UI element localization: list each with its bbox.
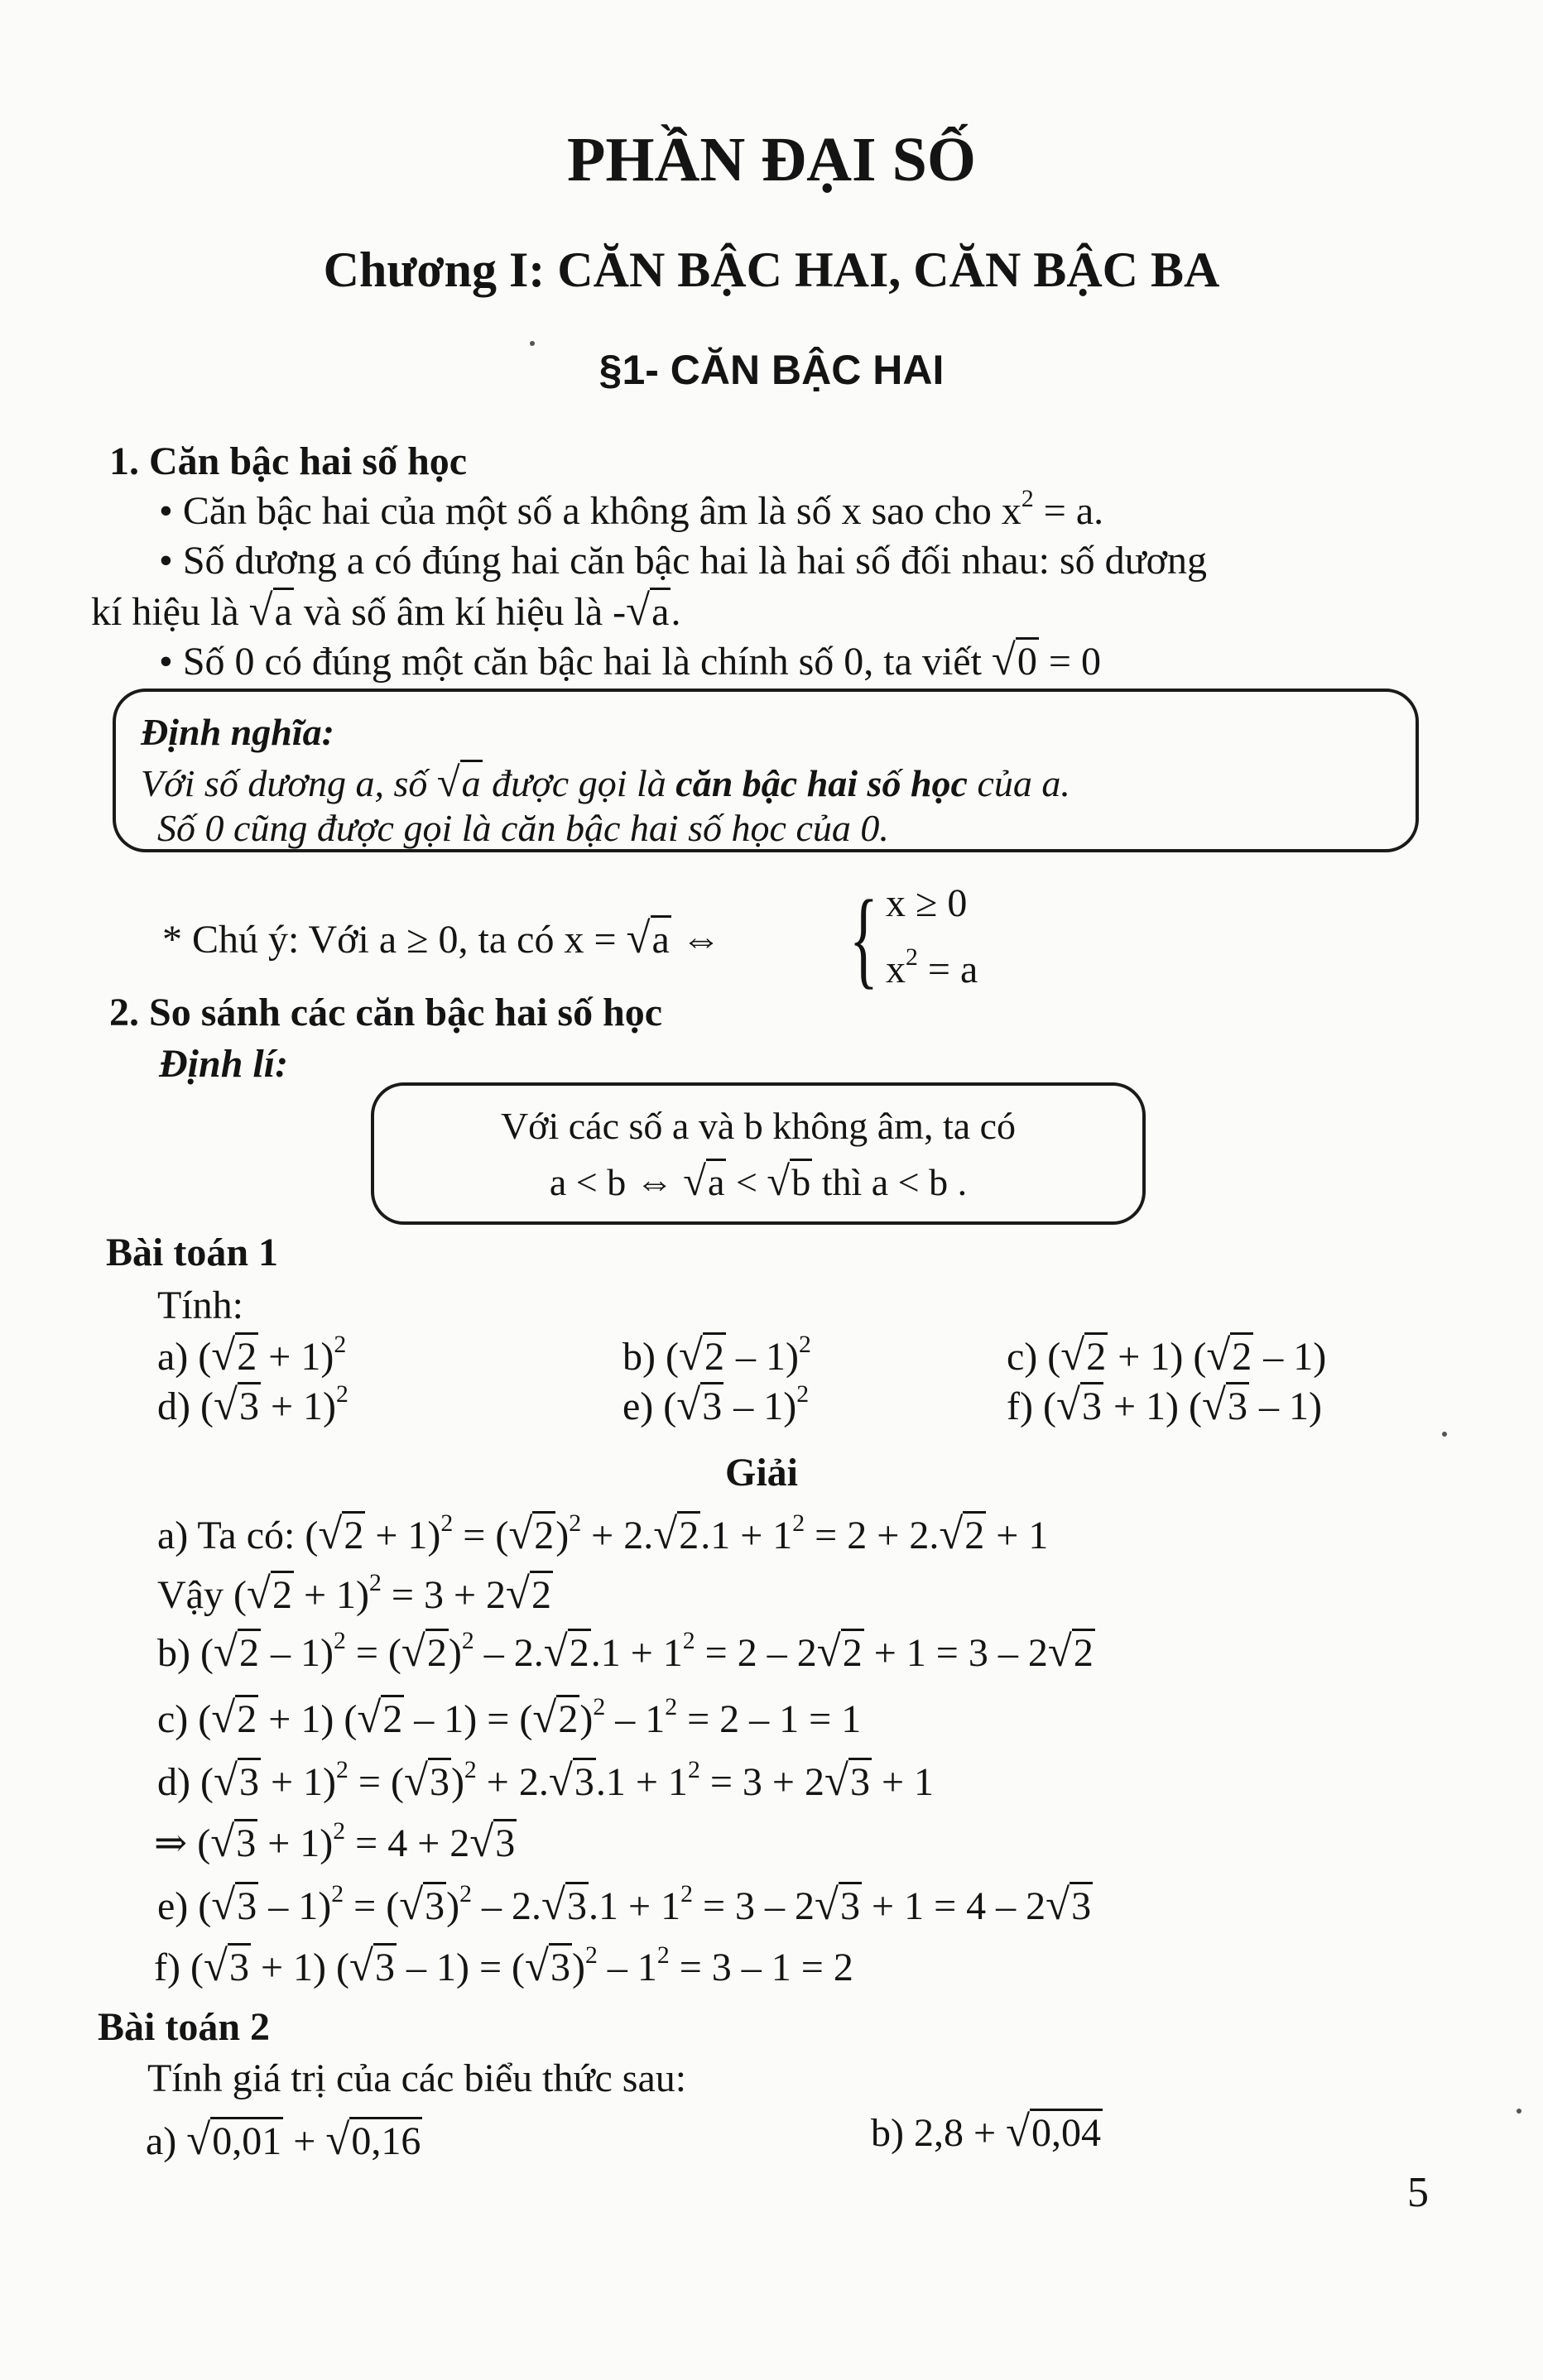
sqrt-b: √b — [767, 1158, 811, 1204]
bullet-2: • Số dương a có đúng hai căn bậc hai là hai số đối nhau: số dương — [159, 539, 1208, 583]
solution-f: f) (√3 + 1) $(√3 - 1) = (√3)^2 - 1^2 = 3 - 1 = 2$ — [154, 1941, 853, 1990]
sqrt-0: √0 — [991, 636, 1037, 684]
problem1-heading: Bài toán 1 — [106, 1231, 279, 1274]
note-condition-2: $x^2 = a$ — [886, 943, 978, 991]
exercise-c: c) (√2 + 1) (√2 – 1) — [1007, 1332, 1327, 1380]
exercise-b: b) (√2 – 1)$^2$ — [622, 1331, 811, 1380]
exercise2-b: b) 2,8 + √0,04 — [871, 2108, 1102, 2156]
page-title: PHẦN ĐẠI SỐ — [566, 125, 977, 194]
sqrt-a: √a — [248, 587, 292, 635]
section-title: §1- CĂN BẬC HAI — [598, 347, 945, 393]
solution-label: Giải — [725, 1451, 799, 1495]
solution-a: a) Ta có: $(√2 + 1)^2 = (√2)^2 + 2.√2.1 + 1^2 = 2 + 2.√2 + 1$ — [157, 1509, 1049, 1558]
definition-line-2: Số 0 cũng được gọi là căn bậc hai số học của 0. — [157, 807, 889, 849]
page-number: 5 — [1407, 2169, 1429, 2216]
part1-heading: 1. Căn bậc hai số học — [109, 439, 468, 483]
definition-line-1: Với số dương a, số √a được gọi là căn bậc hai số học của a. — [141, 759, 1070, 805]
exercise-d: d) $(√3 + 1)^2$ — [157, 1380, 348, 1429]
note-condition-1: x ≥ 0 — [886, 881, 968, 925]
scan-speck — [1442, 1432, 1447, 1437]
exercise-f: f) (√3 + 1) (√3 – 1) — [1007, 1381, 1322, 1429]
chapter-title: Chương I: CĂN BẬC HAI, CĂN BẬC BA — [323, 242, 1220, 297]
bullet-3: • Số 0 có đúng một căn bậc hai là chính số 0, ta viết √0 = 0 — [159, 636, 1101, 684]
note-text: * Chú ý: Với a ≥ 0, ta có x = √a ⇔ — [162, 914, 721, 962]
scan-speck — [530, 341, 535, 346]
sqrt-a: √a — [683, 1158, 725, 1204]
solution-d-result: ⇒ $(√3 + 1)^2 = 4 + 2√3$ — [154, 1817, 516, 1866]
solution-a-result: Vậy $(√2 + 1)^2 = 3 + 2√2$ — [157, 1569, 551, 1618]
part2-heading: 2. So sánh các căn bậc hai số học — [109, 991, 663, 1034]
definition-box — [113, 689, 1419, 852]
problem2-heading: Bài toán 2 — [98, 2005, 271, 2049]
solution-e: e) $(√3 - 1)^2 = (√3)^2 - 2.√3.1 + 1^2 = 3 - 2√3 + 1 = 4 - 2√3$ — [157, 1880, 1092, 1929]
system-brace: { — [849, 877, 878, 999]
exercise-e: e) (√3 – 1)$^2$ — [622, 1380, 810, 1429]
solution-d: d) $(√3 + 1)^2 = (√3)^2 + 2.√3.1 + 1^2 = 3 + 2√3 + 1$ — [157, 1756, 935, 1805]
theorem-line-2: a < b ⇔ √a < √b thì a < b . — [549, 1158, 968, 1204]
exercise-a: a) $(√2 + 1)^2$ — [157, 1331, 347, 1380]
theorem-line-1: Với các số a và b không âm, ta có — [500, 1105, 1017, 1147]
exercise2-a: a) √0,01 + √0,16 — [146, 2116, 421, 2164]
sqrt-a: √a — [436, 759, 481, 805]
sqrt-a: √a — [626, 587, 670, 635]
solution-c: c) (√2 + 1) $(√2 - 1) = (√2)^2 - 1^2 = 2 - 1 = 1$ — [157, 1693, 862, 1742]
theorem-label: Định lí: — [159, 1042, 289, 1086]
theorem-box — [371, 1082, 1146, 1225]
bullet-2-cont: kí hiệu là √a và số âm kí hiệu là -√a. — [91, 587, 681, 635]
sqrt-a: √a — [626, 914, 670, 962]
scan-speck — [1517, 2109, 1521, 2114]
problem1-prompt: Tính: — [157, 1284, 243, 1327]
definition-label: Định nghĩa: — [141, 711, 334, 753]
problem2-prompt: Tính giá trị của các biểu thức sau: — [147, 2056, 687, 2100]
solution-b: b) $(√2 - 1)^2 = (√2)^2 - 2.√2.1 + 1^2 = 2 - 2√2 + 1 = 3 - 2√2$ — [157, 1627, 1094, 1676]
bullet-1: • Căn bậc hai của một số a không âm là số x sao cho $x^2 = a$. — [159, 485, 1104, 533]
